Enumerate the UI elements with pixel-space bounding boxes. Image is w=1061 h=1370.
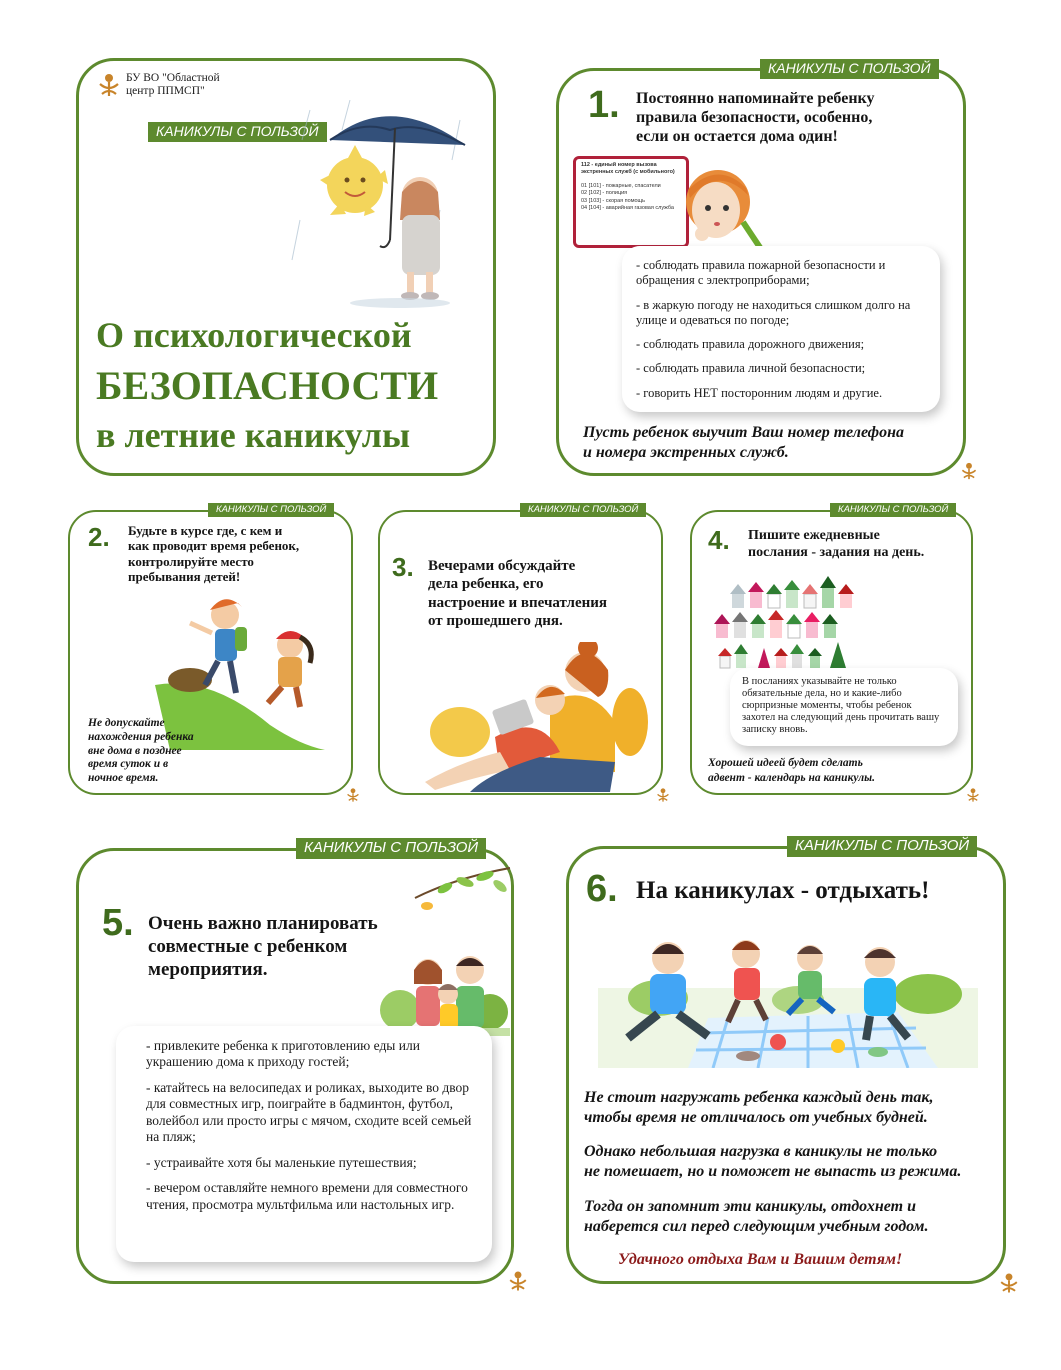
cover-title-line-2: БЕЗОПАСНОСТИ [96, 362, 439, 408]
center-logo-icon [505, 1268, 531, 1294]
cover-tag: КАНИКУЛЫ С ПОЛЬЗОЙ [148, 122, 327, 142]
card-5-heading-line-1: Очень важно планировать [148, 913, 378, 934]
card-4-bubble-text: В посланиях указывайте не только обязательные дела, но и какие-либо сюрпризные моменты, чтобы ребенок захотел на следующий день прочитать вашу записку вновь. [742, 676, 940, 736]
bullet-item: - соблюдать правила дорожного движения; [636, 337, 865, 351]
card-3-heading-line-4: от прошедшего дня. [428, 612, 563, 629]
card-5-heading-line-3: мероприятия. [148, 959, 268, 981]
card-2-note [88, 717, 194, 786]
family-illustration [380, 950, 510, 1036]
center-logo-icon [94, 70, 124, 100]
card-1-heading-line-2: правила безопасности, особенно, [636, 108, 873, 126]
bullet-item: - катайтесь на велосипедах и роликах, выходите во двор для совместных игр, поиграйте в бадминтон, футбол, волейбол или просто игры с мячом, сходите всей семьей на пляж; [146, 1079, 472, 1145]
card-1-note [583, 423, 904, 463]
card-5-number: 5. [102, 902, 134, 944]
thinking-girl-illustration [668, 160, 768, 260]
card-2-heading [128, 523, 299, 584]
card-6-para-3-line-1: Тогда он запомнит эти каникулы, отдохнет и [584, 1198, 916, 1215]
mother-daughter-reading-illustration [400, 642, 650, 792]
card-1-note-line-2: и номера экстренных служб. [583, 444, 789, 461]
org-name [126, 72, 220, 97]
card-6-para-1-line-2: чтобы время не отличалось от учебных будней. [584, 1109, 928, 1126]
sign-row: 02 [102] - полиция [581, 190, 628, 197]
card-6-heading: На каникулах - отдыхать! [636, 877, 930, 904]
card-4-heading [748, 528, 924, 561]
card-1-note-line-1: Пусть ребенок выучит Ваш номер телефона [583, 424, 904, 441]
center-logo-icon [958, 460, 980, 482]
bullet-item: - в жаркую погоду не находиться слишком долго на улице и одеваться по погоде; [636, 297, 911, 327]
bullet-item: - соблюдать правила личной безопасности; [636, 361, 866, 376]
cover-title-line-3: в летние каникулы [96, 415, 411, 456]
card-3-heading-line-3: настроение и впечатления [428, 594, 608, 611]
card-2-heading-line-4: пребывания детей! [128, 568, 241, 584]
card-6-closing: Удачного отдыха Вам и Вашим детям! [618, 1251, 903, 1268]
card-4-heading-line-2: послания - задания на день. [748, 544, 925, 560]
sign-row: 01 [101] - пожарные, спасатели [581, 182, 661, 189]
card-2-number: 2. [88, 522, 110, 552]
card-3-heading-line-1: Вечерами обсуждайте [428, 558, 576, 574]
card-4-heading-line-1: Пишите ежедневные [748, 528, 880, 543]
card-3-number: 3. [392, 552, 414, 582]
card-1-tag: КАНИКУЛЫ С ПОЛЬЗОЙ [760, 59, 939, 79]
card-1-heading-line-1: Постоянно напоминайте ребенку [636, 90, 875, 107]
sign-row: 03 [103] - скорая помощь [581, 197, 645, 204]
card-4-tag: КАНИКУЛЫ С ПОЛЬЗОЙ [830, 503, 956, 517]
org-line-1: БУ ВО "Областной [126, 72, 220, 84]
card-6-para-2-line-2: не помешает, но и поможет не выпасть из режима. [584, 1163, 962, 1180]
card-5-bullet-box [116, 1026, 492, 1262]
sign-title: 112 - единый номер вызова экстренных служб (с мобильного) [581, 162, 675, 176]
card-1-heading-line-3: если он остается дома один! [636, 127, 838, 145]
bullet-item: - соблюдать правила пожарной безопасности и обращения с электроприборами; [636, 258, 886, 288]
card-4-bubble [730, 668, 958, 746]
card-3-tag: КАНИКУЛЫ С ПОЛЬЗОЙ [520, 503, 646, 517]
card-4-number: 4. [708, 525, 730, 555]
card-2-note-line-2: нахождения ребенка [88, 730, 194, 743]
card-6-number: 6. [586, 868, 618, 910]
family-picnic-illustration [598, 928, 978, 1068]
card-2-heading-line-1: Будьте в курсе где, с кем и [128, 523, 283, 538]
card-5-heading-line-2: совместные с ребенком [148, 936, 348, 958]
card-6-para-1 [584, 1088, 934, 1128]
sun-umbrella-girl-illustration [290, 100, 480, 310]
card-5-tag: КАНИКУЛЫ С ПОЛЬЗОЙ [296, 838, 486, 859]
card-2-note-line-3: вне дома в позднее [88, 744, 182, 757]
card-6-para-3 [584, 1197, 929, 1237]
card-6-para-3-line-2: наберется сил перед следующим учебным годом. [584, 1218, 929, 1235]
card-4-note-line-1: Хорошей идеей будет сделать [708, 757, 863, 769]
card-5-heading [148, 912, 378, 982]
card-2-heading-line-3: контролируйте место [128, 553, 254, 569]
center-logo-icon [964, 786, 982, 804]
card-2-heading-line-2: как проводит время ребенок, [128, 538, 300, 554]
center-logo-icon [996, 1270, 1022, 1296]
card-3-heading-line-2: дела ребенка, его [428, 576, 544, 593]
bullet-item: - говорить НЕТ посторонним людям и другие. [636, 385, 883, 400]
card-1-number: 1. [588, 84, 620, 126]
center-logo-icon [654, 786, 672, 804]
card-4-note-line-2: адвент - календарь на каникулы. [708, 771, 875, 784]
bullet-item: - привлеките ребенка к приготовлению еды или украшению дома к приходу гостей; [146, 1038, 420, 1070]
sign-row: 04 [104] - аварийная газовая служба [581, 205, 674, 212]
branch-bird-illustration [405, 858, 515, 918]
card-4-note [708, 756, 875, 786]
card-6-para-2 [584, 1142, 961, 1182]
card-1-heading [636, 90, 875, 147]
card-3-heading [428, 557, 607, 630]
card-2-note-line-4: время суток и в [88, 758, 169, 771]
org-line-2: центр ППМСП" [126, 84, 205, 97]
card-6-tag: КАНИКУЛЫ С ПОЛЬЗОЙ [787, 836, 977, 857]
cover-title-line-1: О психологической [96, 315, 412, 355]
card-1-bullet-box [622, 246, 940, 412]
card-6-para-1-line-1: Не стоит нагружать ребенка каждый день так, [584, 1089, 934, 1106]
card-2-note-line-1: Не допускайте [88, 717, 165, 729]
card-2-tag: КАНИКУЛЫ С ПОЛЬЗОЙ [208, 503, 334, 517]
card-2-note-line-5: ночное время. [88, 772, 159, 785]
bullet-item: - устраивайте хотя бы маленькие путешествия; [146, 1154, 417, 1170]
card-6-para-2-line-1: Однако небольшая нагрузка в каникулы не только [584, 1143, 938, 1160]
cover-title [96, 312, 486, 460]
center-logo-icon [344, 786, 362, 804]
advent-houses-illustration [706, 572, 866, 672]
bullet-item: - вечером оставляйте немного времени для совместного чтения, просмотра мультфильма или настольных игр. [146, 1180, 468, 1212]
